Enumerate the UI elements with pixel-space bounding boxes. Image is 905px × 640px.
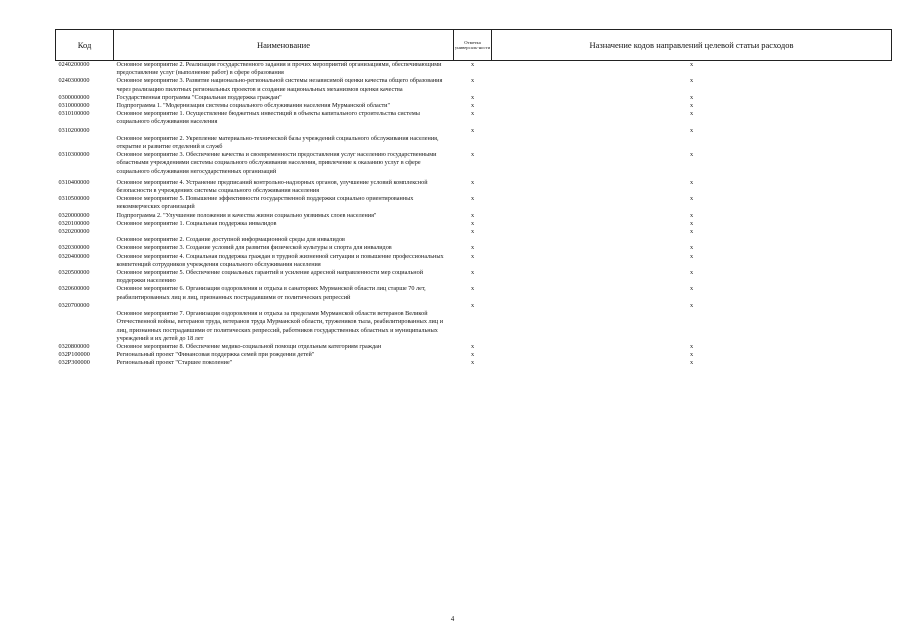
row-direction-mark	[492, 135, 892, 151]
table-row	[56, 102, 892, 110]
row-universality-mark: x	[470, 102, 475, 110]
table-header	[56, 30, 892, 61]
row-name	[114, 302, 454, 310]
row-direction-mark: x	[689, 301, 694, 309]
row-direction-mark: x	[689, 351, 694, 359]
row-universality-mark: x	[470, 151, 475, 159]
row-code: 0320700000	[58, 301, 90, 309]
table-row	[56, 179, 892, 195]
row-direction-mark: x	[689, 102, 694, 110]
table-body	[56, 61, 892, 368]
row-name: Подпрограмма 2. "Улучшение положения и качества жизни социально уязвимых слоев населения"	[116, 211, 377, 219]
row-name	[114, 228, 454, 236]
table-row	[56, 220, 892, 228]
row-name: Основное мероприятие 3. Обеспечение качества и своевременности предоставления услуг населению государственными областными учреждениями системы социального обслуживания населения, привлечение к оказанию услуг в сфере социального обслуживания негосударственных организаций	[116, 151, 437, 175]
header-direction-codes: Назначение кодов направлений целевой статьи расходов	[492, 30, 892, 61]
row-code: 0240300000	[58, 77, 90, 85]
table-row	[56, 94, 892, 102]
page-number: 4	[450, 615, 455, 623]
row-name: Основное мероприятие 1. Социальная поддержка инвалидов	[116, 219, 277, 227]
row-name: Основное мероприятие 5. Повышение эффективности государственной поддержки социально ориентированных некоммерческих организаций	[116, 195, 414, 211]
table-row	[56, 302, 892, 310]
row-universality-mark: x	[470, 359, 475, 367]
row-universality-mark: x	[470, 219, 475, 227]
row-name: Основное мероприятие 2. Создание доступной информационной среды для инвалидов	[116, 236, 345, 244]
row-name: Основное мероприятие 4. Социальная поддержка граждан в трудной жизненной ситуации и повышение профессиональных компетенций сотрудников учреждения социального обслуживания населения	[116, 252, 444, 268]
row-universality-mark: x	[470, 110, 475, 118]
table-row	[56, 195, 892, 211]
row-name: Основное мероприятие 3. Развитие национально-региональной системы независимой оценки качества общего образования через реализацию пилотных региональных проектов и создание национальных механизмов оценки качества	[116, 77, 443, 93]
row-direction-mark: x	[689, 151, 694, 159]
row-code: 0240200000	[58, 61, 90, 68]
row-universality-mark	[454, 236, 492, 244]
row-universality-mark: x	[470, 285, 475, 293]
row-name: Основное мероприятие 5. Обеспечение социальных гарантий и усиление адресной направленности мер социальной поддержки населению	[116, 269, 424, 285]
row-code: 0310300000	[58, 151, 90, 159]
table-row	[56, 244, 892, 252]
row-name: Основное мероприятие 8. Обеспечение медико-социальной помощи отдельным категориям граждан	[116, 342, 382, 350]
table-row	[56, 351, 892, 359]
row-direction-mark: x	[689, 228, 694, 236]
row-direction-mark: x	[689, 211, 694, 219]
table-row	[56, 343, 892, 351]
budget-codes-page	[55, 29, 891, 368]
row-code: 0320800000	[58, 342, 90, 350]
table-row	[56, 212, 892, 220]
row-universality-mark: x	[470, 211, 475, 219]
row-direction-mark	[492, 236, 892, 244]
row-name: Основное мероприятие 2. Укрепление материально-технической базы учреждений социального обслуживания населения, открытие и развитие отделений и служб	[116, 134, 439, 151]
row-direction-mark: x	[689, 195, 694, 203]
table-row	[56, 253, 892, 269]
row-direction-mark: x	[689, 359, 694, 367]
row-universality-mark: x	[470, 61, 475, 68]
row-direction-mark: x	[689, 61, 694, 68]
table-row	[56, 285, 892, 301]
row-direction-mark: x	[689, 77, 694, 85]
row-direction-mark: x	[689, 252, 694, 260]
row-universality-mark: x	[470, 244, 475, 252]
row-universality-mark: x	[470, 351, 475, 359]
row-universality-mark: x	[470, 77, 475, 85]
row-universality-mark	[454, 135, 492, 151]
row-name: Основное мероприятие 4. Устранение предписаний контрольно-надзорных органов, улучшение условий комплексной безопасности в учреждениях системы социального обслуживания населения	[116, 178, 428, 195]
row-name: Региональный проект "Финансовая поддержка семей при рождении детей"	[116, 351, 315, 359]
header-code: Код	[56, 30, 114, 61]
header-name: Наименование	[114, 30, 454, 61]
table-row	[56, 310, 892, 343]
table-row	[56, 228, 892, 236]
row-code: 0320400000	[58, 252, 90, 260]
row-name: Основное мероприятие 1. Осуществление бюджетных инвестиций в объекты капитального строительства системы социального обслуживания населения	[116, 110, 420, 126]
row-direction-mark	[492, 310, 892, 343]
table-row	[56, 269, 892, 285]
table-row	[56, 151, 892, 176]
row-code: 0320000000	[58, 211, 90, 219]
row-direction-mark: x	[689, 178, 694, 186]
row-code: 0320100000	[58, 219, 90, 227]
row-code: 0320200000	[58, 228, 90, 236]
table-row	[56, 236, 892, 244]
row-direction-mark: x	[689, 126, 694, 134]
row-code: 0320300000	[58, 244, 90, 252]
row-direction-mark: x	[689, 244, 694, 252]
row-code: 032P100000	[58, 351, 90, 359]
row-code: 0320500000	[58, 269, 90, 277]
row-direction-mark: x	[689, 269, 694, 277]
row-code: 0310100000	[58, 110, 90, 118]
row-universality-mark: x	[470, 342, 475, 350]
row-name: Подпрограмма 1. "Модернизация системы социального обслуживания населения Мурманской области"	[116, 102, 390, 110]
table-row	[56, 135, 892, 151]
table-row	[56, 77, 892, 93]
row-universality-mark	[454, 310, 492, 343]
row-universality-mark: x	[470, 269, 475, 277]
row-direction-mark: x	[689, 285, 694, 293]
budget-codes-table	[55, 29, 892, 368]
row-direction-mark: x	[689, 110, 694, 118]
row-code	[56, 236, 114, 244]
row-name: Основное мероприятие 2. Реализация государственного задания и прочих мероприятий организациями, обеспечивающими предоставление услуг (выполнение работ) в сфере образования	[116, 61, 442, 77]
table-row	[56, 359, 892, 367]
row-code	[56, 310, 114, 343]
row-universality-mark: x	[470, 93, 475, 101]
row-name: Государственная программа "Социальная поддержка граждан"	[116, 93, 282, 101]
row-universality-mark: x	[470, 126, 475, 134]
row-code: 0300000000	[58, 93, 90, 101]
row-name: Региональный проект "Старшее поколение"	[116, 359, 233, 367]
table-row	[56, 61, 892, 78]
table-row	[56, 110, 892, 126]
row-direction-mark: x	[689, 93, 694, 101]
row-direction-mark: x	[689, 219, 694, 227]
row-code: 0310500000	[58, 195, 90, 203]
row-code: 0310000000	[58, 102, 90, 110]
row-code: 0320600000	[58, 285, 90, 293]
row-universality-mark: x	[470, 195, 475, 203]
header-universality-mark: Отметка универсаль-ности	[454, 30, 492, 61]
row-direction-mark: x	[689, 342, 694, 350]
row-name: Основное мероприятие 3. Создание условий для развития физической культуры и спорта для инвалидов	[116, 244, 392, 252]
row-universality-mark: x	[470, 301, 475, 309]
row-universality-mark: x	[470, 178, 475, 186]
row-universality-mark: x	[470, 228, 475, 236]
table-row	[56, 127, 892, 135]
row-code: 0310200000	[58, 126, 90, 134]
row-name: Основное мероприятие 7. Организация оздоровления и отдыха за пределами Мурманской области ветеранов Великой Отечественной войны, ветеранов труда, ветеранов труда Мурманской области, тружеников тыла, реабилитированных лиц и лиц, признанных пострадавшими от политических репрессий, работников государственных областных и муниципальных учреждений и их детей до 18 лет	[116, 310, 444, 342]
row-code	[56, 135, 114, 151]
row-universality-mark: x	[470, 252, 475, 260]
row-code: 0310400000	[58, 178, 90, 186]
row-name	[114, 127, 454, 135]
row-code: 032P300000	[58, 359, 90, 367]
row-name: Основное мероприятие 6. Организация оздоровления и отдыха в санаториях Мурманской области лиц старше 70 лет, реабилитированных лиц и лиц, признанных пострадавшими от политических репрессий	[116, 285, 426, 301]
